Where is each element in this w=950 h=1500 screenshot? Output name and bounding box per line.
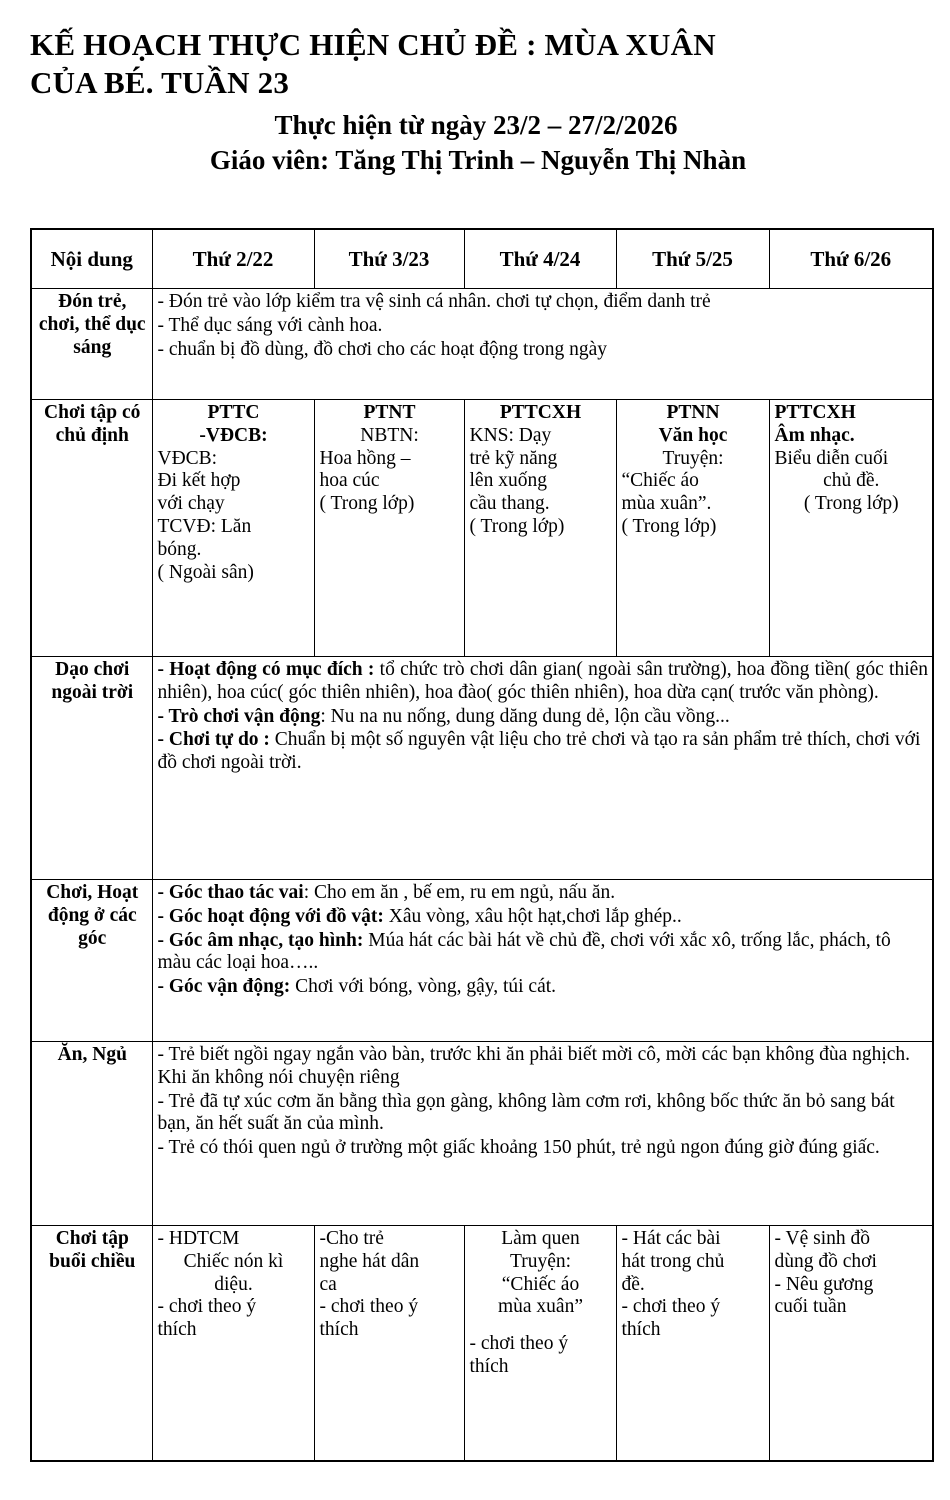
lesson-cell-monday: [152, 400, 314, 657]
table-header-row: [31, 229, 933, 289]
lesson-wed-line-2: trẻ kỹ năng: [469, 447, 558, 469]
evening-tue-line-4: - chơi theo ý: [319, 1296, 419, 1318]
evening-thu-line-2: hát trong chủ: [621, 1250, 725, 1272]
outdoor-paragraph-2: [158, 706, 929, 729]
lesson-tue-line-2: hoa cúc: [319, 470, 380, 492]
table-row-welcome: [31, 289, 933, 400]
lesson-wed-line-1: KNS: Dạy: [469, 424, 552, 446]
lesson-thu-line-3: ( Trong lớp): [621, 516, 717, 538]
row-content-outdoor: [152, 657, 933, 880]
evening-wed-line-2: Truyện:: [509, 1250, 572, 1272]
table-row-corners: [31, 880, 933, 1042]
row-label-outdoor: Dạo chơi ngoài trời: [31, 657, 152, 880]
corner-paragraph-2: [158, 906, 929, 929]
evening-cell-thursday: [616, 1226, 769, 1462]
lesson-wed-head-1: PTTCXH: [499, 402, 582, 423]
table-row-lesson: [31, 400, 933, 657]
column-header-content: Nội dung: [31, 229, 152, 289]
evening-tue-line-3: ca: [319, 1273, 337, 1295]
evening-wed-spacer: [470, 1319, 612, 1333]
evening-mon-line-1: - HDTCM: [157, 1228, 240, 1249]
lesson-fri-line-1: Biểu diễn cuối: [774, 447, 889, 469]
welcome-line-2: - Thể dục sáng với cành hoa.: [157, 314, 383, 336]
lesson-cell-thursday: [616, 400, 769, 657]
welcome-line-1: - Đón trẻ vào lớp kiểm tra vệ sinh cá nhân. chơi tự chọn, điểm danh trẻ: [157, 291, 711, 312]
weekly-plan-table-wrapper: [30, 228, 932, 1462]
lesson-mon-head-2: -VĐCB:: [199, 424, 268, 446]
outdoor-text-3: Chuẩn bị một số nguyên vật liệu cho trẻ chơi và tạo ra sản phẩm trẻ thích, chơi với đồ chơi ngoài trời.: [157, 729, 921, 774]
corner-label-2: - Góc hoạt động với đồ vật:: [157, 905, 384, 927]
evening-wed-line-5: - chơi theo ý: [469, 1333, 569, 1355]
corner-label-4: - Góc vận động:: [157, 976, 291, 998]
evening-cell-monday: [152, 1226, 314, 1462]
evening-fri-line-4: cuối tuần: [774, 1296, 847, 1318]
lesson-mon-line-1: VĐCB:: [157, 447, 218, 469]
corner-paragraph-1: [158, 882, 929, 905]
evening-cell-tuesday: [314, 1226, 464, 1462]
lesson-thu-head-2: Văn học: [658, 424, 728, 446]
lesson-tue-line-3: ( Trong lớp): [319, 493, 415, 515]
lesson-wed-line-5: ( Trong lớp): [469, 516, 565, 538]
row-content-welcome: [152, 289, 933, 400]
lesson-fri-line-2: chủ đề.: [823, 470, 880, 492]
evening-thu-line-3: đề.: [621, 1273, 645, 1295]
lesson-fri-head-2: Âm nhạc.: [774, 424, 855, 446]
meal-paragraph-1: - Trẻ biết ngồi ngay ngắn vào bàn, trước khi ăn phải biết mời cô, mời các bạn không đùa nghịch. Khi ăn không nói chuyện riêng: [157, 1044, 911, 1088]
table-row-outdoor: [31, 657, 933, 880]
evening-cell-wednesday: [464, 1226, 616, 1462]
weekly-plan-table: [30, 228, 934, 1462]
corner-text-1: : Cho em ăn , bế em, ru em ngủ, nấu ăn.: [303, 882, 616, 903]
evening-wed-line-6: thích: [469, 1356, 509, 1378]
lesson-cell-wednesday: [464, 400, 616, 657]
row-label-lesson: Chơi tập có chủ định: [31, 400, 152, 657]
column-header-tuesday: Thứ 3/23: [314, 229, 464, 289]
table-row-meal: [31, 1042, 933, 1226]
corner-label-1: - Góc thao tác vai: [157, 882, 304, 903]
corner-text-2: Xâu vòng, xâu hột hạt,chơi lắp ghép..: [383, 905, 682, 927]
evening-mon-line-2: Chiếc nón kì: [183, 1250, 284, 1272]
document-heading: [0, 0, 950, 177]
column-header-wednesday: Thứ 4/24: [464, 229, 616, 289]
row-label-corners: Chơi, Hoạt động ở các góc: [31, 880, 152, 1042]
column-header-monday: Thứ 2/22: [152, 229, 314, 289]
row-label-meal: Ăn, Ngủ: [31, 1042, 152, 1226]
outdoor-label-3: - Chơi tự do :: [157, 729, 270, 751]
corner-text-4: Chơi với bóng, vòng, gậy, túi cát.: [290, 976, 557, 998]
lesson-wed-line-3: lên xuống: [469, 470, 547, 492]
lesson-mon-line-2: Đi kết hợp: [157, 470, 241, 492]
evening-wed-line-3: “Chiếc áo: [501, 1273, 580, 1295]
lesson-fri-line-3: ( Trong lớp): [803, 493, 899, 515]
row-label-welcome: Đón trẻ, chơi, thể dục sáng: [31, 289, 152, 400]
evening-tue-line-1: -Cho trẻ: [319, 1228, 384, 1249]
row-content-meal: [152, 1042, 933, 1226]
lesson-mon-line-4: TCVĐ: Lăn: [157, 516, 252, 538]
outdoor-text-1: tổ chức trò chơi dân gian( ngoài sân trường), hoa đồng tiền( góc thiên nhiên), hoa cúc( góc thiên nhiên), hoa đào( góc thiên nhiên), hoa dừa cạn( trước văn phòng).: [157, 659, 929, 703]
evening-mon-line-5: thích: [157, 1319, 197, 1341]
lesson-mon-head-1: PTTC: [207, 402, 260, 423]
corner-paragraph-4: [158, 976, 929, 999]
table-row-evening: [31, 1226, 933, 1462]
lesson-thu-line-2: mùa xuân”.: [621, 493, 712, 515]
lesson-tue-head-2: NBTN:: [360, 424, 419, 446]
evening-tue-line-2: nghe hát dân: [319, 1250, 420, 1272]
lesson-thu-head-1: PTNN: [666, 402, 720, 423]
row-content-corners: [152, 880, 933, 1042]
evening-thu-line-4: - chơi theo ý: [621, 1296, 721, 1318]
meal-paragraph-2: - Trẻ đã tự xúc cơm ăn bằng thìa gọn gàng, không làm cơm rơi, không bốc thức ăn bỏ sang bát bạn, ăn hết suất ăn của mình.: [157, 1090, 895, 1135]
lesson-mon-line-3: với chạy: [157, 493, 225, 515]
evening-mon-line-3: diệu.: [214, 1273, 253, 1295]
evening-fri-line-1: - Vệ sinh đồ: [774, 1228, 871, 1249]
lesson-mon-line-5: bóng.: [157, 538, 202, 560]
lesson-mon-line-6: ( Ngoài sân): [157, 561, 254, 583]
evening-cell-friday: [769, 1226, 933, 1462]
outdoor-paragraph-1: [158, 659, 929, 705]
evening-mon-line-4: - chơi theo ý: [157, 1296, 257, 1318]
evening-wed-line-4: mùa xuân”: [497, 1296, 583, 1318]
evening-thu-line-1: - Hát các bài: [621, 1228, 721, 1249]
outdoor-label-2: - Trò chơi vận động: [157, 705, 321, 727]
column-header-friday: Thứ 6/26: [769, 229, 933, 289]
lesson-tue-head-1: PTNT: [363, 402, 416, 423]
evening-fri-line-3: - Nêu gương: [774, 1273, 874, 1295]
evening-fri-line-2: dùng đồ chơi: [774, 1250, 877, 1272]
lesson-tue-line-1: Hoa hồng –: [319, 447, 411, 469]
teacher-names: Giáo viên: Tăng Thị Trinh – Nguyễn Thị Nhàn: [209, 144, 747, 175]
welcome-line-3: - chuẩn bị đồ dùng, đồ chơi cho các hoạt động trong ngày: [157, 338, 607, 360]
evening-tue-line-5: thích: [319, 1319, 359, 1341]
outdoor-text-2: : Nu na nu nống, dung dăng dung dẻ, lộn cầu vồng...: [320, 705, 730, 727]
page-title-line2: CỦA BÉ. TUẦN 23: [30, 64, 290, 100]
corner-label-3: - Góc âm nhạc, tạo hình:: [157, 929, 364, 951]
evening-wed-line-1: Làm quen: [501, 1228, 580, 1249]
date-range: Thực hiện từ ngày 23/2 – 27/2/2026: [274, 109, 678, 140]
meal-paragraph-3: - Trẻ có thói quen ngủ ở trường một giấc khoảng 150 phút, trẻ ngủ ngon đúng giờ đúng giấc.: [157, 1137, 880, 1159]
outdoor-paragraph-3: [158, 729, 929, 775]
lesson-cell-friday: [769, 400, 933, 657]
lesson-thu-head-3: Truyện:: [662, 447, 724, 469]
lesson-wed-line-4: cầu thang.: [469, 493, 550, 515]
lesson-cell-tuesday: [314, 400, 464, 657]
lesson-thu-line-1: “Chiếc áo: [621, 470, 699, 492]
corner-paragraph-3: [158, 930, 929, 976]
corner-text-3: Múa hát các bài hát về chủ đề, chơi với xắc xô, trống lắc, phách, tô màu các loại hoa…..: [157, 929, 891, 974]
outdoor-label-1: - Hoạt động có mục đích :: [157, 659, 375, 680]
page-title-line1: KẾ HOẠCH THỰC HIỆN CHỦ ĐỀ : MÙA XUÂN: [30, 27, 716, 62]
row-label-evening: Chơi tập buổi chiều: [31, 1226, 152, 1462]
lesson-fri-head-1: PTTCXH: [774, 402, 856, 423]
evening-thu-line-5: thích: [621, 1319, 661, 1341]
column-header-thursday: Thứ 5/25: [616, 229, 769, 289]
